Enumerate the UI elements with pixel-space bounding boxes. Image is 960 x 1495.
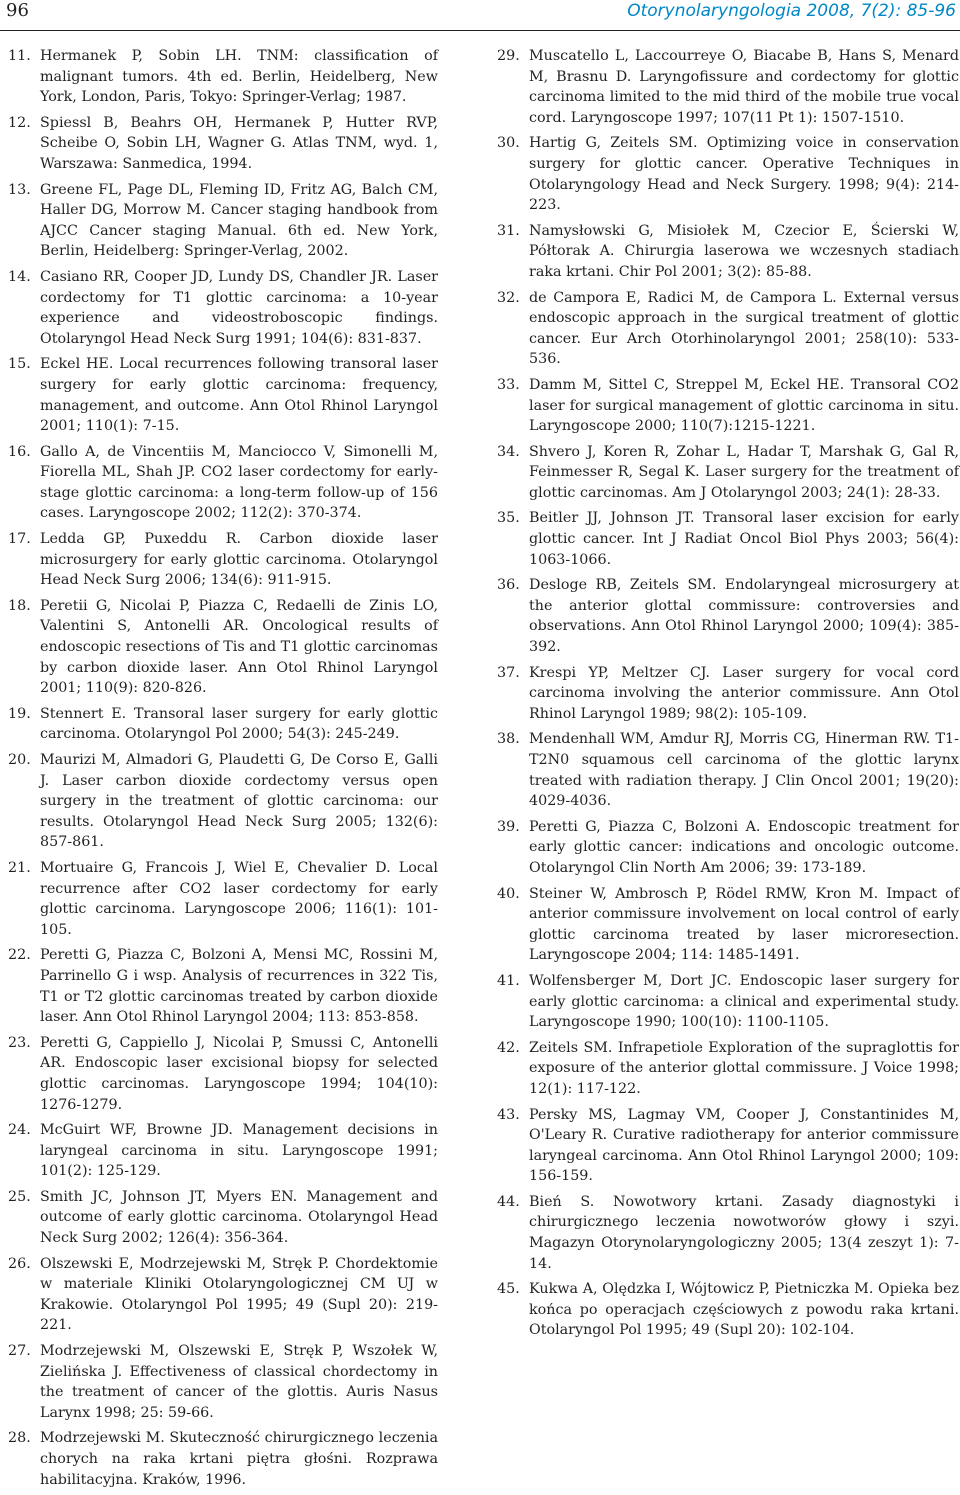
reference-number: 13. <box>8 181 31 198</box>
reference-number: 31. <box>497 222 520 239</box>
reference-number: 27. <box>8 1343 31 1360</box>
reference-item <box>497 442 959 504</box>
page-header <box>0 0 960 26</box>
journal-citation: Otorynolaryngologia 2008, 7(2): 85-96 <box>627 1 956 21</box>
reference-text: Ledda GP, Puxeddu R. Carbon dioxide laser microsurgery for early glottic carcinoma. Otolaryngol Head Neck Surg 2006; 134(6): 911-915. <box>40 531 438 589</box>
reference-number: 44. <box>497 1193 520 1210</box>
left-column <box>8 46 438 1495</box>
reference-text: Peretii G, Nicolai P, Piazza C, Redaelli de Zinis LO, Valentini S, Antonelli AR. Oncological results of endoscopic resections of Tis and T1 glottic carcinomas by carbon dioxide laser. Ann Otol Rhinol Laryngol 2001; 110(9): 820-826. <box>40 597 438 697</box>
header-divider <box>0 30 960 31</box>
reference-item <box>8 113 438 175</box>
reference-item <box>497 46 959 128</box>
reference-item <box>8 442 438 524</box>
reference-item <box>497 1279 959 1341</box>
reference-number: 24. <box>8 1122 31 1139</box>
reference-text: Steiner W, Ambrosch P, Rödel RMW, Kron M. Impact of anterior commissure involvement on local control of early glottic carcinoma treated by laser microresection. Laryngoscope 2004; 114: 1485-1491. <box>529 885 959 964</box>
reference-number: 15. <box>8 356 31 373</box>
reference-text: Namysłowski G, Misiołek M, Czecior E, Ścierski W, Półtorak A. Chirurgia laserowa we wczesnych stadiach raka krtani. Chir Pol 2001; 3(2): 85-88. <box>529 222 959 280</box>
reference-number: 41. <box>497 972 520 989</box>
reference-item <box>497 375 959 437</box>
reference-list-left <box>8 46 438 1490</box>
reference-text: Greene FL, Page DL, Fleming ID, Fritz AG, Balch CM, Haller DG, Morrow M. Cancer staging handbook from AJCC Cancer staging Manual. 6th ed. New York, Berlin, Heidelberg: Springer-Verlag, 2002. <box>40 181 438 260</box>
reference-number: 34. <box>497 443 520 460</box>
reference-item <box>497 508 959 570</box>
reference-number: 42. <box>497 1039 520 1056</box>
reference-number: 45. <box>497 1281 520 1298</box>
reference-number: 39. <box>497 818 520 835</box>
reference-item <box>497 1105 959 1187</box>
reference-item <box>8 180 438 262</box>
reference-text: Zeitels SM. Infrapetiole Exploration of the supraglottis for exposure of the anterior glottal commissure. J Voice 1998; 12(1): 117-122. <box>529 1039 959 1097</box>
reference-text: Mortuaire G, Francois J, Wiel E, Chevalier D. Local recurrence after CO2 laser cordectomy for early glottic carcinoma. Laryngoscope 2006; 116(1): 101-105. <box>40 859 438 938</box>
reference-number: 30. <box>497 135 520 152</box>
reference-item <box>497 1192 959 1274</box>
reference-text: Peretti G, Piazza C, Bolzoni A, Mensi MC, Rossini M, Parrinello G i wsp. Analysis of recurrences in 322 Tis, T1 or T2 glottic carcinomas treated by carbon dioxide laser. Ann Otol Rhinol Laryngol 2004; 113: 853-858. <box>40 947 438 1026</box>
reference-number: 36. <box>497 577 520 594</box>
reference-text: Beitler JJ, Johnson JT. Transoral laser excision for early glottic cancer. Int J Radiat Oncol Biol Phys 2003; 56(4): 1063-1066. <box>529 510 959 568</box>
reference-number: 35. <box>497 510 520 527</box>
reference-item <box>497 575 959 657</box>
reference-item <box>497 133 959 215</box>
reference-item <box>8 1341 438 1423</box>
reference-number: 20. <box>8 752 31 768</box>
reference-number: 19. <box>8 705 31 722</box>
reference-number: 25. <box>8 1188 31 1205</box>
reference-item <box>497 729 959 811</box>
reference-item <box>497 663 959 725</box>
right-column <box>497 46 959 1346</box>
reference-text: Casiano RR, Cooper JD, Lundy DS, Chandler JR. Laser cordectomy for T1 glottic carcinoma: a 10-year experience and videostroboscopic findings. Otolaryngol Head Neck Surg 1991; 104(6): 831-837. <box>40 268 438 347</box>
reference-item <box>497 221 959 283</box>
reference-item <box>8 1033 438 1115</box>
reference-item <box>8 267 438 349</box>
reference-number: 18. <box>8 597 31 614</box>
reference-number: 37. <box>497 664 520 681</box>
reference-list-right <box>497 46 959 1341</box>
reference-text: Smith JC, Johnson JT, Myers EN. Management and outcome of early glottic carcinoma. Otolaryngol Head Neck Surg 2002; 126(4): 356-364. <box>40 1188 438 1247</box>
reference-item <box>8 1254 438 1336</box>
reference-item <box>8 1428 438 1490</box>
reference-number: 12. <box>8 114 31 131</box>
reference-text: Peretti G, Piazza C, Bolzoni A. Endoscopic treatment for early glottic cancer: indications and oncologic outcome. Otolaryngol Clin North Am 2006; 39: 173-189. <box>529 818 959 876</box>
reference-item <box>8 1187 438 1249</box>
reference-text: Peretti G, Cappiello J, Nicolai P, Smussi C, Antonelli AR. Endoscopic laser excisional biopsy for selected glottic carcinomas. Laryngoscope 1994; 104(10): 1276-1279. <box>40 1034 438 1113</box>
reference-text: Modrzejewski M, Olszewski E, Stręk P, Wszołek W, Zielińska J. Effectiveness of classical chordectomy in the treatment of cancer of the glottis. Auris Nasus Larynx 1998; 25: 59-66. <box>40 1343 438 1421</box>
reference-number: 33. <box>497 376 520 393</box>
reference-number: 38. <box>497 731 520 748</box>
reference-number: 11. <box>8 48 31 64</box>
reference-number: 16. <box>8 443 31 460</box>
reference-item <box>8 945 438 1027</box>
reference-item <box>8 1120 438 1182</box>
reference-text: Bień S. Nowotwory krtani. Zasady diagnostyki i chirurgicznego leczenia nowotworów głowy i szyi. Magazyn Otorynolaryngologiczny 2005; 13(4 zeszyt 1): 7-14. <box>529 1193 959 1272</box>
reference-text: Spiessl B, Beahrs OH, Hermanek P, Hutter RVP, Scheibe O, Sobin LH, Wagner G. Atlas TNM, wyd. 1, Warszawa: Sanmedica, 1994. <box>40 114 438 172</box>
reference-text: Eckel HE. Local recurrences following transoral laser surgery for early glottic carcinoma: frequency, management, and outcome. Ann Otol Rhinol Laryngol 2001; 110(1): 7-15. <box>40 356 438 435</box>
reference-item <box>8 858 438 940</box>
reference-item <box>8 354 438 436</box>
reference-item <box>8 46 438 108</box>
reference-text: Maurizi M, Almadori G, Plaudetti G, De Corso E, Galli J. Laser carbon dioxide cordectomy versus open surgery in the treatment of glottic carcinoma: our results. Otolaryngol Head Neck Surg 2005; 132(6): 857-861. <box>40 752 438 851</box>
reference-text: Wolfensberger M, Dort JC. Endoscopic laser surgery for early glottic carcinoma: a clinical and experimental study. Laryngoscope 1990; 100(10): 1100-1105. <box>529 972 959 1031</box>
reference-number: 21. <box>8 859 31 876</box>
reference-text: McGuirt WF, Browne JD. Management decisions in laryngeal carcinoma in situ. Laryngoscope 1991; 101(2): 125-129. <box>40 1122 438 1180</box>
reference-text: Damm M, Sittel C, Streppel M, Eckel HE. Transoral CO2 laser for surgical management of glottic carcinoma in situ. Laryngoscope 2000; 110(7):1215-1221. <box>529 376 959 435</box>
reference-text: Hermanek P, Sobin LH. TNM: classification of malignant tumors. 4th ed. Berlin, Heidelberg, New York, London, Paris, Tokyo: Springer-Verlag; 1987. <box>40 48 438 106</box>
reference-text: Persky MS, Lagmay VM, Cooper J, Constantinides M, O'Leary R. Curative radiotherapy for anterior commissure laryngeal carcinoma. Ann Otol Rhinol Laryngol 2000; 109: 156-159. <box>529 1106 959 1185</box>
reference-text: Hartig G, Zeitels SM. Optimizing voice in conservation surgery for glottic cancer. Operative Techniques in Otolaryngology Head and Neck Surgery. 1998; 9(4): 214-223. <box>529 135 959 214</box>
reference-text: Stennert E. Transoral laser surgery for early glottic carcinoma. Otolaryngol Pol 2000; 54(3): 245-249. <box>40 705 438 743</box>
reference-number: 22. <box>8 947 31 964</box>
reference-number: 26. <box>8 1255 31 1272</box>
reference-item <box>8 704 438 745</box>
reference-text: Mendenhall WM, Amdur RJ, Morris CG, Hinerman RW. T1-T2N0 squamous cell carcinoma of the glottic larynx treated with radiation therapy. J Clin Oncol 2001; 19(20): 4029-4036. <box>529 731 959 810</box>
reference-item <box>497 817 959 879</box>
reference-text: Desloge RB, Zeitels SM. Endolaryngeal microsurgery at the anterior glottal commissure: controversies and observations. Ann Otol Rhinol Laryngol 2000; 109(4): 385-392. <box>529 577 959 656</box>
reference-text: Muscatello L, Laccourreye O, Biacabe B, Hans S, Menard M, Brasnu D. Laryngofissure and cordectomy for glottic carcinoma limited to the mid third of the mobile true vocal cord. Laryngoscope 1997; 107(11 Pt 1): 1507-1510. <box>529 48 959 126</box>
reference-text: de Campora E, Radici M, de Campora L. External versus endoscopic approach in the surgical treatment of glottic cancer. Eur Arch Otorhinolaryngol 2001; 258(10): 533-536. <box>529 289 959 368</box>
reference-text: Olszewski E, Modrzejewski M, Stręk P. Chordektomie w materiale Kliniki Otolaryngologicznej CM UJ w Krakowie. Otolaryngol Pol 1995; 49 (Supl 20): 219-221. <box>40 1255 438 1334</box>
reference-item <box>497 884 959 966</box>
reference-number: 17. <box>8 531 31 548</box>
reference-number: 43. <box>497 1106 520 1123</box>
reference-text: Modrzejewski M. Skuteczność chirurgicznego leczenia chorych na raka krtani piętra głośni. Rozprawa habilitacyjna. Kraków, 1996. <box>40 1430 438 1488</box>
reference-number: 28. <box>8 1430 31 1447</box>
reference-text: Shvero J, Koren R, Zohar L, Hadar T, Marshak G, Gal R, Feinmesser R, Segal K. Laser surgery for the treatment of glottic carcinomas. Am J Otolaryngol 2003; 24(1): 28-33. <box>529 443 959 501</box>
reference-text: Krespi YP, Meltzer CJ. Laser surgery for vocal cord carcinoma involving the anterior commissure. Ann Otol Rhinol Laryngol 1989; 98(2): 105-109. <box>529 664 959 722</box>
reference-item <box>8 596 438 699</box>
reference-number: 32. <box>497 289 520 306</box>
reference-number: 29. <box>497 48 520 64</box>
reference-item <box>8 750 438 853</box>
reference-item <box>497 288 959 370</box>
reference-number: 23. <box>8 1034 31 1051</box>
reference-item <box>8 529 438 591</box>
reference-number: 14. <box>8 268 31 285</box>
reference-text: Kukwa A, Olędzka I, Wójtowicz P, Pietniczka M. Opieka bez końca po operacjach częściowych z powodu raka krtani. Otolaryngol Pol 1995; 49 (Supl 20): 102-104. <box>529 1281 959 1339</box>
reference-item <box>497 1038 959 1100</box>
page-number: 96 <box>6 0 29 21</box>
reference-number: 40. <box>497 885 520 902</box>
reference-item <box>497 971 959 1033</box>
reference-text: Gallo A, de Vincentiis M, Manciocco V, Simonelli M, Fiorella ML, Shah JP. CO2 laser cordectomy for early-stage glottic carcinoma: a long-term follow-up of 156 cases. Laryngoscope 2002; 112(2): 370-374. <box>40 443 438 522</box>
